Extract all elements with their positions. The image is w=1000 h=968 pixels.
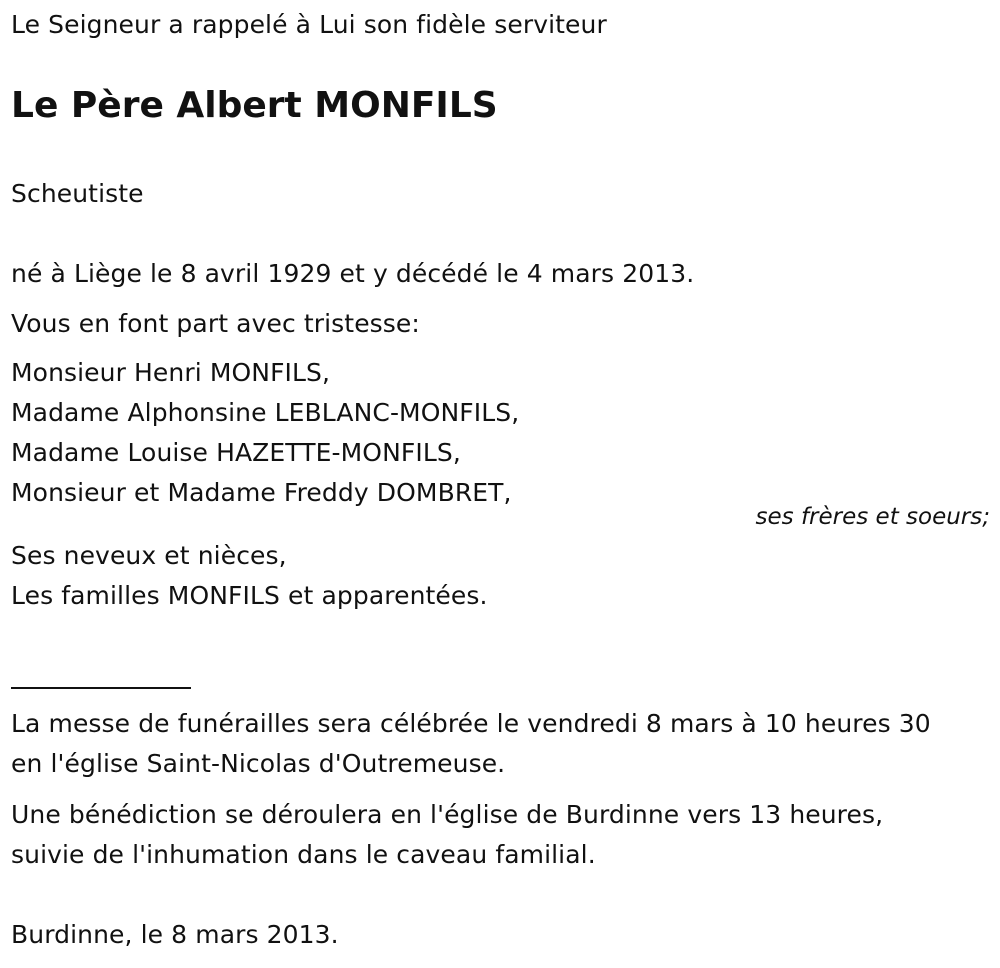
family-member: Madame Louise HAZETTE-MONFILS, [11,438,461,467]
blessing-line: suivie de l'inhumation dans le caveau familial. [11,840,596,869]
relatives-line: Les familles MONFILS et apparentées. [11,581,488,610]
religious-order: Scheutiste [11,179,144,208]
separator-line [11,687,191,689]
funeral-line: La messe de funérailles sera célébrée le vendredi 8 mars à 10 heures 30 [11,709,931,738]
birth-death-line: né à Liège le 8 avril 1929 et y décédé le 4 mars 2013. [11,259,695,288]
relatives-line: Ses neveux et nièces, [11,541,287,570]
intro-text: Le Seigneur a rappelé à Lui son fidèle serviteur [11,10,607,39]
family-member: Monsieur et Madame Freddy DOMBRET, [11,478,512,507]
deceased-name: Le Père Albert MONFILS [11,85,498,126]
announcement-line: Vous en font part avec tristesse: [11,309,420,338]
blessing-line: Une bénédiction se déroulera en l'église de Burdinne vers 13 heures, [11,800,884,829]
family-relation-note: ses frères et soeurs; [755,504,990,530]
family-member: Madame Alphonsine LEBLANC-MONFILS, [11,398,520,427]
funeral-line: en l'église Saint-Nicolas d'Outremeuse. [11,749,506,778]
place-date: Burdinne, le 8 mars 2013. [11,920,339,949]
family-member: Monsieur Henri MONFILS, [11,358,331,387]
